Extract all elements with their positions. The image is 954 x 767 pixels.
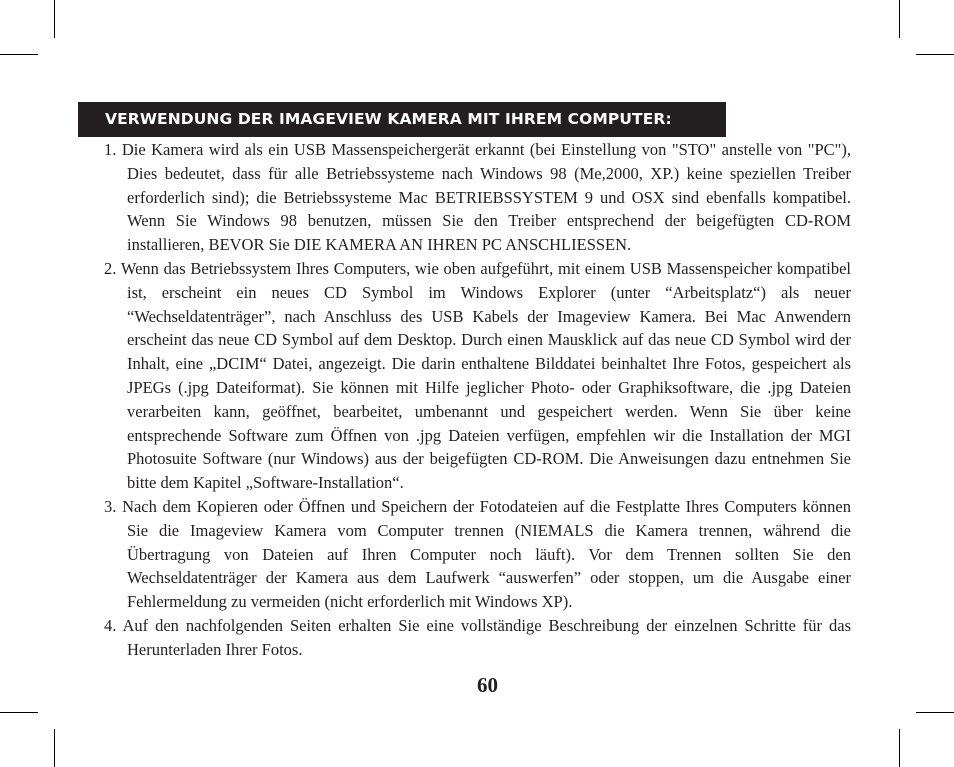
section-header-bar [78, 102, 726, 137]
list-item-2 [104, 257, 851, 495]
crop-mark-bottom-left-vertical [54, 729, 55, 767]
list-item-number: 2. [104, 258, 117, 278]
list-item-number: 1. [104, 140, 117, 159]
page-number: 60 [477, 673, 498, 697]
list-item-number: 4. [104, 615, 117, 635]
crop-mark-top-left-vertical [54, 0, 55, 38]
instruction-list [104, 138, 851, 662]
crop-mark-bottom-left-horizontal [0, 712, 38, 713]
crop-mark-bottom-right-horizontal [916, 712, 954, 713]
crop-mark-top-right-vertical [899, 0, 900, 38]
crop-mark-bottom-right-vertical [899, 729, 900, 767]
list-item-text: Nach dem Kopieren oder Öffnen und Speichern der Fotodateien auf die Festplatte Ihres Computers können Sie die Imageview Kamera vom Computer trennen (NIEMALS die Kamera trennen, während die Übertragung von Dateien auf Ihren Computer noch läuft). Vor dem Trennen sollten Sie den Wechseldatenträger der Kamera aus dem Laufwerk “auswerfen” oder stoppen, um die Ausgabe einer Fehlermeldung zu vermeiden (nicht erforderlich mit Windows XP). [122, 496, 852, 612]
list-item-number: 3. [104, 496, 117, 516]
list-item-text: Wenn das Betriebssystem Ihres Computers, wie oben aufgeführt, mit einem USB Massenspeicher kompatibel ist, erscheint ein neues CD Symbol im Windows Explorer (unter “Arbeitsplatz“) als neuer “Wechseldatenträger”, nach Anschluss des USB Kabels der Imageview Kamera. Bei Mac Anwendern erscheint das neue CD Symbol auf dem Desktop. Durch einen Mausklick auf das neue CD Symbol wird der Inhalt, eine „DCIM“ Datei, angezeigt. Die darin enthaltene Bilddatei beinhaltet Ihre Fotos, gespeichert als JPEGs (.jpg Dateiformat). Sie können mit Hilfe jeglicher Photo- oder Graphiksoftware, die .jpg Dateien verarbeiten kann, geöffnet, bearbeitet, umbenannt und gespeichert werden. Wenn Sie über keine entsprechende Software zum Öffnen von .jpg Dateien verfügen, empfehlen wir die Installation der MGI Photosuite Software (nur Windows) aus der beigefügten CD-ROM. Die Anweisungen dazu entnehmen Sie bitte dem Kapitel „Software-Installation“. [120, 258, 851, 493]
crop-mark-top-right-horizontal [916, 54, 954, 55]
list-item-4 [104, 614, 851, 662]
list-item-text: Die Kamera wird als ein USB Massenspeichergerät erkannt (bei Einstellung von "STO" anstelle von "PC"), Dies bedeutet, dass für alle Betriebssysteme nach Windows 98 (Me,2000, XP.) keine speziellen Treiber erforderlich sind); die Betriebssysteme Mac BETRIEBSSYSTEM 9 und OSX sind ebenfalls kompatibel. Wenn Sie Windows 98 benutzen, müssen Sie den Treiber entsprechend der beigefügten CD-ROM installieren, BEVOR Sie DIE KAMERA AN IHREN PC ANSCHLIESSEN. [121, 140, 851, 255]
list-item-3 [104, 495, 851, 614]
list-item-text: Auf den nachfolgenden Seiten erhalten Sie eine vollständige Beschreibung der einzelnen Schritte für das Herunterladen Ihrer Fotos. [122, 615, 851, 659]
crop-mark-top-left-horizontal [0, 54, 38, 55]
list-item-1 [104, 138, 851, 257]
section-title: VERWENDUNG DER IMAGEVIEW KAMERA MIT IHREM COMPUTER: [105, 110, 672, 128]
